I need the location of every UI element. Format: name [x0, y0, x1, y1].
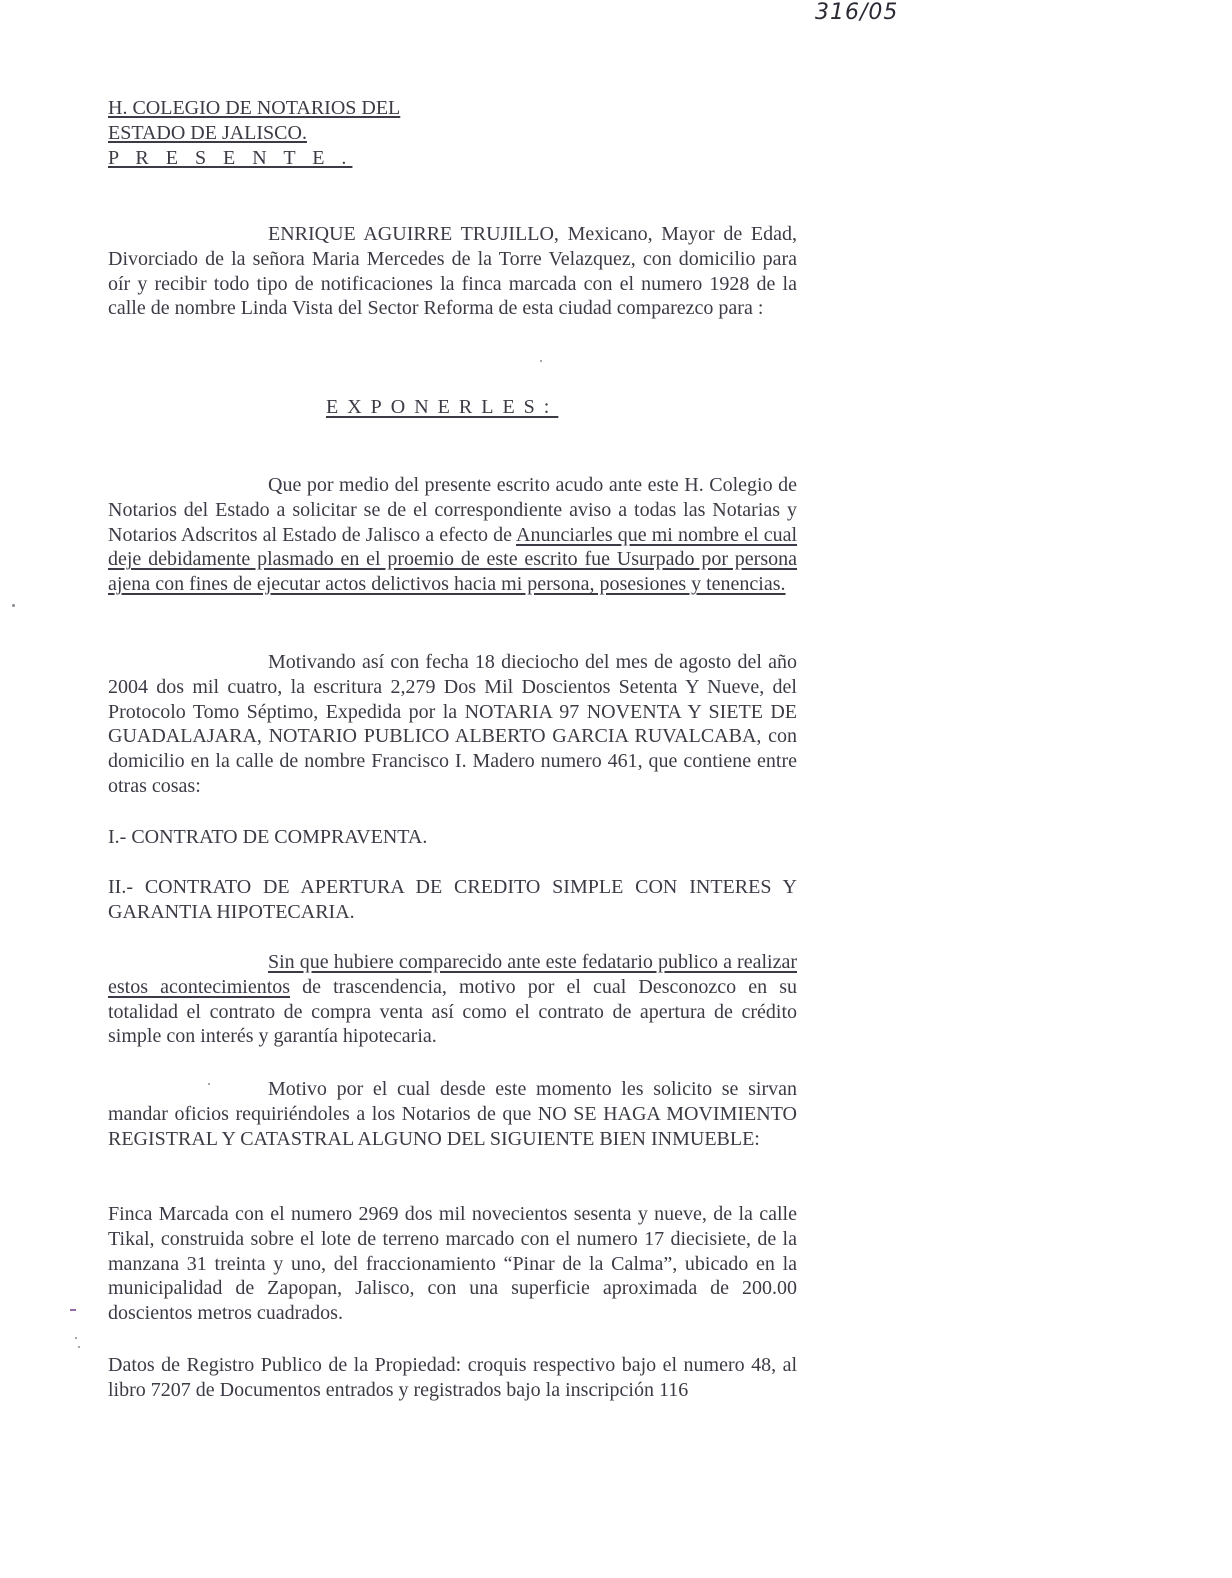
scan-speck — [12, 604, 15, 607]
scan-speck — [78, 1346, 80, 1348]
section-heading: EXPONERLES: — [326, 396, 559, 418]
property-paragraph: Finca Marcada con el numero 2969 dos mil novecientos sesenta y nueve, de la calle Tikal, construida sobre el lote de terreno marcado con el numero 17 diecisiete, de la manzana 31 treinta y uno, del fraccionamiento “Pinar de la Calma”, ubicado en la municipalidad de Zapopan, Jalisco, con una superficie aproximada de 200.00 doscientos metros cuadrados. — [108, 1203, 797, 1325]
disclaimer-underlined-text: Sin que hubiere comparecido ante este fedatario publico a realizar estos acontecimientos — [108, 951, 797, 998]
deed-paragraph: Motivando así con fecha 18 dieciocho del mes de agosto del año 2004 dos mil cuatro, la escritura 2,279 Dos Mil Doscientos Setenta Y Nueve, del Protocolo Tomo Séptimo, Expedida por la NOTARIA 97 NOVENTA Y SIETE DE GUADALAJARA, NOTARIO PUBLICO ALBERTO GARCIA RUVALCABA, con domicilio en la calle de nombre Francisco I. Madero numero 461, que contiene entre otras cosas: — [108, 651, 797, 797]
intro-paragraph: ENRIQUE AGUIRRE TRUJILLO, Mexicano, Mayor de Edad, Divorciado de la señora Maria Mercedes de la Torre Velazquez, con domicilio para oír y recibir todo tipo de notificaciones la finca marcada con el numero 1928 de la calle de nombre Linda Vista del Sector Reforma de esta ciudad comparezco para : — [108, 223, 797, 320]
disclaimer-text: de trascendencia, motivo por el cual Desconozco en su totalidad el contrato de compra venta así como el contrato de apertura de crédito simple con interés y garantía hipotecaria. — [108, 975, 797, 1048]
scan-speck — [208, 1083, 210, 1085]
request-text: Que por medio del presente escrito acudo ante este H. Colegio de Notarios del Estado a solicitar se de el correspondiente aviso a todas las Notarias y Notarios Adscritos al Estado de Jalisco a efecto de — [108, 474, 797, 546]
list-item-2: II.- CONTRATO DE APERTURA DE CREDITO SIMPLE CON INTERES Y GARANTIA HIPOTECARIA. — [108, 876, 797, 923]
handwritten-reference-number: 316/05 — [815, 0, 899, 25]
addressee-block — [108, 96, 400, 171]
list-item-1: I.- CONTRATO DE COMPRAVENTA. — [108, 826, 428, 848]
disclaimer-paragraph — [108, 950, 797, 1049]
addressee-line-3: P R E S E N T E . — [108, 147, 353, 169]
request-notaries-paragraph: Motivo por el cual desde este momento les solicito se sirvan mandar oficios requiriéndoles a los Notarios de que NO SE HAGA MOVIMIENTO REGISTRAL Y CATASTRAL ALGUNO DEL SIGUIENTE BIEN INMUEBLE: — [108, 1078, 797, 1150]
request-underlined-text: Anunciarles que mi nombre el cual deje debidamente plasmado en el proemio de este escrito fue Usurpado por persona ajena con fines de ejecutar actos delictivos hacia mi persona, posesiones y tenencias. — [108, 523, 797, 596]
addressee-line-2: ESTADO DE JALISCO. — [108, 122, 307, 144]
registry-paragraph: Datos de Registro Publico de la Propiedad: croquis respectivo bajo el numero 48, al libro 7207 de Documentos entrados y registrados bajo la inscripción 116 — [108, 1354, 797, 1401]
addressee-line-1: H. COLEGIO DE NOTARIOS DEL — [108, 97, 401, 119]
scan-speck — [540, 360, 542, 362]
request-paragraph — [108, 473, 797, 597]
scan-speck — [75, 1337, 77, 1339]
margin-mark — [70, 1309, 76, 1311]
